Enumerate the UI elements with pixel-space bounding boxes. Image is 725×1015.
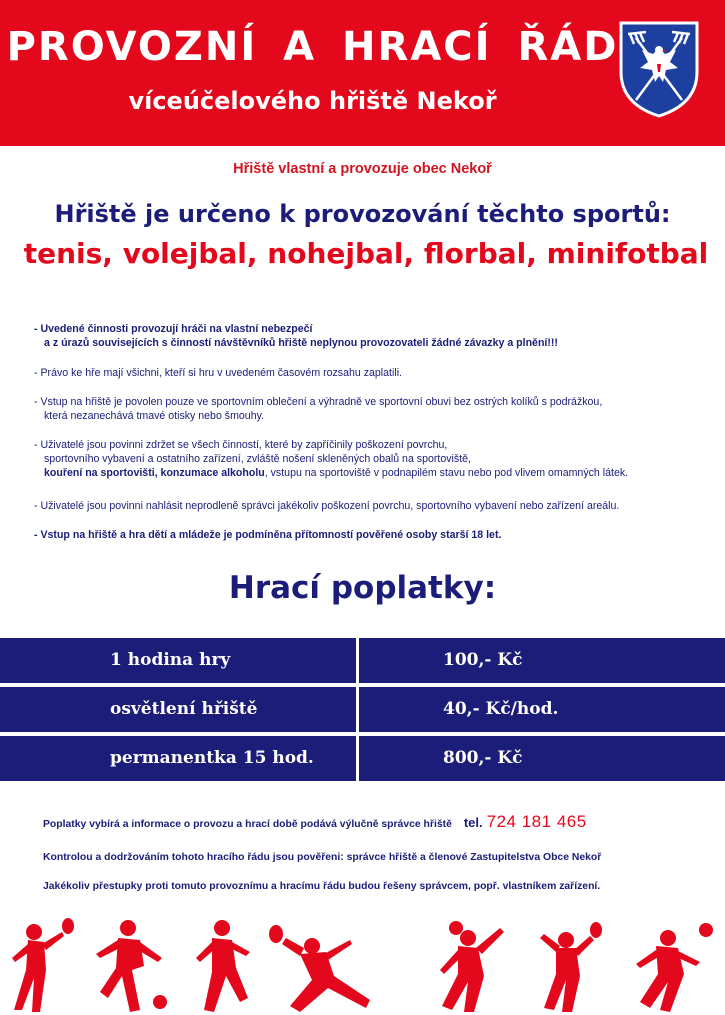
footer-violations: Jakékoliv přestupky proti tomuto provoznímu a hracímu řádu budou řešeny správcem, popř. vlastníkem zařízení. (43, 881, 601, 892)
fee-name: permanentka 15 hod. (110, 748, 314, 768)
footballer-icon (96, 920, 167, 1012)
owner-line: Hřiště vlastní a provozuje obec Nekoř (233, 161, 492, 177)
rule-4-bold-part: kouření na sportovišti, konzumace alkoholu (44, 467, 265, 479)
rule-5: - Uživatelé jsou povinni nahlásit neprodleně správci jakékoliv poškození povrchu, sportovního vybavení nebo zařízení areálu. (34, 500, 620, 512)
sport-silhouettes (0, 918, 725, 1015)
fee-row (0, 736, 725, 781)
page-title: PROVOZNÍ A HRACÍ ŘÁD (6, 24, 619, 70)
fees-title: Hrací poplatky: (228, 570, 497, 606)
fee-name: 1 hodina hry (110, 650, 231, 670)
footer-contact: Poplatky vybírá a informace o provozu a hrací době podává výlučně správce hřiště tel. 724 181 465 (43, 812, 587, 831)
coat-of-arms-icon (618, 20, 700, 118)
rule-6: - Vstup na hřiště a hra dětí a mládeže je podmíněna přítomností pověřené osoby starší 18 let. (34, 529, 502, 541)
header-banner (0, 0, 725, 146)
rule-1: - Uvedené činnosti provozují hráči na vlastní nebezpečí a z úrazů souvisejících s činností návštěvníků hřiště neplynou provozovateli žádné závazky a plnění!!! (34, 323, 558, 349)
fee-price: 100,- Kč (443, 650, 523, 670)
fee-name: osvětlení hřiště (110, 699, 258, 719)
tennis-player-icon (12, 918, 74, 1012)
page-subtitle: víceúčelového hřiště Nekoř (128, 87, 497, 115)
phone-label: tel. (463, 815, 483, 830)
runner-icon (196, 920, 250, 1012)
sports-intro: Hřiště je určeno k provozování těchto sportů: (54, 200, 671, 228)
sports-list: tenis, volejbal, nohejbal, florbal, minifotbal (23, 237, 709, 270)
fee-row (0, 687, 725, 732)
soccer-player-icon (636, 923, 713, 1012)
fee-row (0, 638, 725, 683)
fee-table-divider (356, 638, 359, 782)
volleyball-player-icon (440, 921, 504, 1012)
fee-price: 800,- Kč (443, 748, 523, 768)
rule-4: - Uživatelé jsou povinni zdržet se všech činností, které by zapříčinily poškození povrchu, sportovního vybavení a ostatního zařízení, zvláště nošení skleněných obalů na sportoviště, kouření na sportovišti, konzumace alkoholu, vstupu na sportoviště v podnapilém stavu nebo pod vlivem omamných látek. (34, 439, 629, 479)
phone-number: 724 181 465 (486, 812, 587, 831)
tennis-serve-icon (540, 922, 602, 1012)
rule-2: - Právo ke hře mají všichni, kteří si hru v uvedeném časovém rozsahu zaplatili. (34, 367, 402, 379)
fee-price: 40,- Kč/hod. (443, 699, 559, 719)
rule-3: - Vstup na hřiště je povolen pouze ve sportovním oblečení a výhradně ve sportovní obuvi bez ostrých kolíků s podrážkou, která nezanechává tmavé otisky nebo šmouhy. (34, 396, 603, 422)
tennis-lunge-icon (269, 925, 370, 1012)
footer-oversight: Kontrolou a dodržováním tohoto hracího řádu jsou pověřeni: správce hřiště a členové Zastupitelstva Obce Nekoř (43, 852, 602, 863)
